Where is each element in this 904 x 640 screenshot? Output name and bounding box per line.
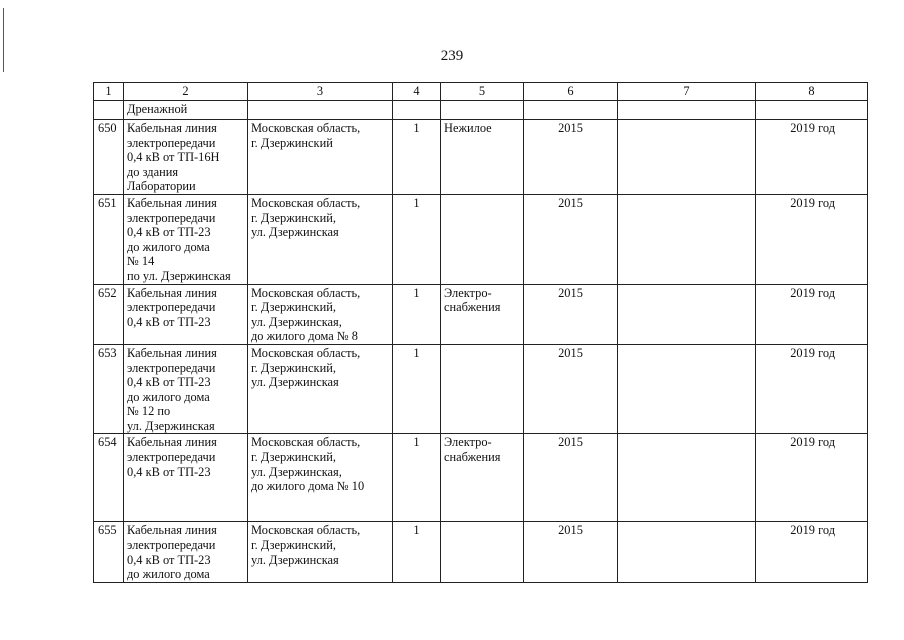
cell-purpose — [441, 344, 524, 434]
cell-date: 2019 год — [756, 522, 868, 582]
table-row — [94, 522, 868, 582]
cell-date: 2019 год — [756, 120, 868, 195]
table-row — [94, 344, 868, 434]
cell-num: 652 — [94, 284, 124, 344]
cell-num — [94, 101, 124, 120]
cell-year: 2015 — [524, 344, 618, 434]
cell-col7 — [618, 194, 756, 284]
cell-address: Московская область, г. Дзержинский, ул. Дзержинская, до жилого дома № 8 — [248, 284, 393, 344]
cell-name: Кабельная линия электропередачи 0,4 кВ от ТП-16Н до здания Лаборатории — [124, 120, 248, 195]
cell-purpose — [441, 522, 524, 582]
cell-qty: 1 — [393, 120, 441, 195]
cell-col7 — [618, 284, 756, 344]
cell-qty: 1 — [393, 434, 441, 522]
cell-purpose — [441, 101, 524, 120]
cell-year: 2015 — [524, 434, 618, 522]
cell-col7 — [618, 522, 756, 582]
table-row — [94, 434, 868, 522]
table-row — [94, 194, 868, 284]
cell-date: 2019 год — [756, 434, 868, 522]
table-header-row — [94, 83, 868, 101]
cell-qty — [393, 101, 441, 120]
cell-name: Кабельная линия электропередачи 0,4 кВ от ТП-23 — [124, 284, 248, 344]
cell-name: Кабельная линия электропередачи 0,4 кВ от ТП-23 до жилого дома № 12 по ул. Дзержинская — [124, 344, 248, 434]
header-cell-8: 8 — [756, 83, 868, 101]
cell-address — [248, 101, 393, 120]
cell-num: 650 — [94, 120, 124, 195]
header-cell-2: 2 — [124, 83, 248, 101]
header-cell-5: 5 — [441, 83, 524, 101]
cell-num: 653 — [94, 344, 124, 434]
cell-year: 2015 — [524, 120, 618, 195]
cell-year: 2015 — [524, 522, 618, 582]
cell-qty: 1 — [393, 344, 441, 434]
cell-date: 2019 год — [756, 194, 868, 284]
cell-col7 — [618, 101, 756, 120]
cell-name: Кабельная линия электропередачи 0,4 кВ от ТП-23 до жилого дома — [124, 522, 248, 582]
cell-col7 — [618, 120, 756, 195]
page-number: 239 — [440, 48, 464, 64]
cell-purpose: Электро- снабжения — [441, 434, 524, 522]
cell-num: 654 — [94, 434, 124, 522]
header-cell-3: 3 — [248, 83, 393, 101]
table-row — [94, 120, 868, 195]
header-cell-4: 4 — [393, 83, 441, 101]
cell-name: Дренажной — [124, 101, 248, 120]
cell-year: 2015 — [524, 194, 618, 284]
cell-qty: 1 — [393, 522, 441, 582]
table-row-continuation — [94, 101, 868, 120]
cell-address: Московская область, г. Дзержинский, ул. Дзержинская — [248, 344, 393, 434]
cell-purpose — [441, 194, 524, 284]
table-row — [94, 284, 868, 344]
header-cell-7: 7 — [618, 83, 756, 101]
cell-name: Кабельная линия электропередачи 0,4 кВ от ТП-23 до жилого дома № 14 по ул. Дзержинская — [124, 194, 248, 284]
cell-date: 2019 год — [756, 344, 868, 434]
cell-address: Московская область, г. Дзержинский — [248, 120, 393, 195]
cell-address: Московская область, г. Дзержинский, ул. Дзержинская — [248, 522, 393, 582]
header-cell-1: 1 — [94, 83, 124, 101]
cell-num: 651 — [94, 194, 124, 284]
cell-col7 — [618, 434, 756, 522]
cell-name: Кабельная линия электропередачи 0,4 кВ от ТП-23 — [124, 434, 248, 522]
header-cell-6: 6 — [524, 83, 618, 101]
cell-purpose: Нежилое — [441, 120, 524, 195]
cell-date — [756, 101, 868, 120]
cell-qty: 1 — [393, 194, 441, 284]
cell-num: 655 — [94, 522, 124, 582]
cell-purpose: Электро- снабжения — [441, 284, 524, 344]
cell-qty: 1 — [393, 284, 441, 344]
cell-address: Московская область, г. Дзержинский, ул. Дзержинская — [248, 194, 393, 284]
cell-year: 2015 — [524, 284, 618, 344]
register-table — [93, 82, 868, 583]
cell-year — [524, 101, 618, 120]
cell-col7 — [618, 344, 756, 434]
cell-address: Московская область, г. Дзержинский, ул. Дзержинская, до жилого дома № 10 — [248, 434, 393, 522]
cell-date: 2019 год — [756, 284, 868, 344]
